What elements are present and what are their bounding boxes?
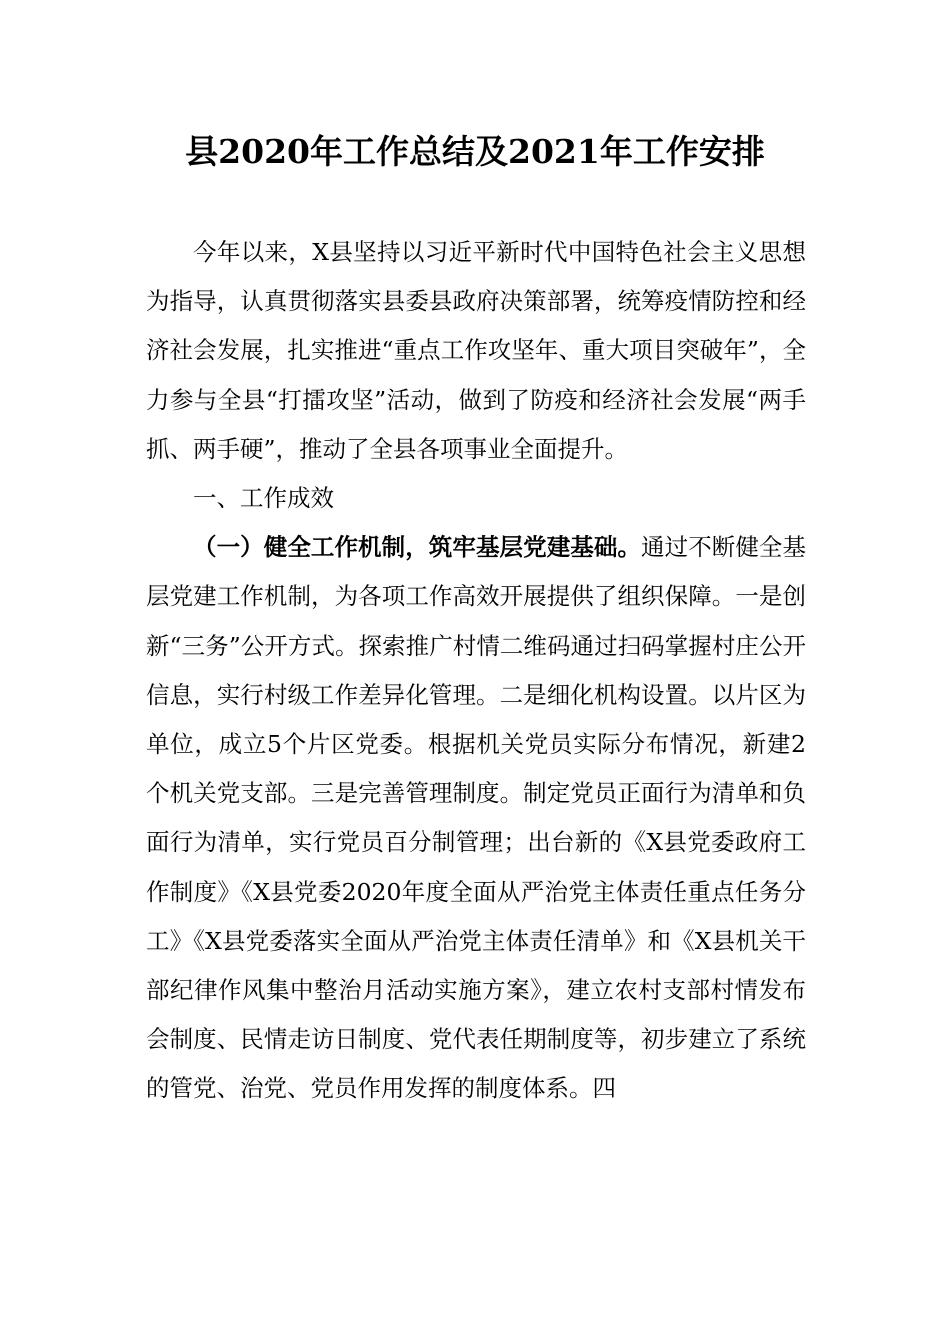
intro-paragraph: 今年以来，X县坚持以习近平新时代中国特色社会主义思想为指导，认真贯彻落实县委县政府决策部署，统筹疫情防控和经济社会发展，扎实推进“重点工作攻坚年、重大项目突破年”，全力参与全县“打擂攻坚”活动，做到了防疫和经济社会发展“两手抓、两手硬”，推动了全县各项事业全面提升。 <box>146 238 806 463</box>
subsection-body: 通过不断健全基层党建工作机制，为各项工作高效开展提供了组织保障。一是创新“三务”公开方式。探索推广村情二维码通过扫码掌握村庄公开信息，实行村级工作差异化管理。二是细化机构设置。以片区为单位，成立5个片区党委。根据机关党员实际分布情况，新建2个机关党支部。三是完善管理制度。制定党员正面行为清单和负面行为清单，实行党员百分制管理；出台新的《X县党委政府工作制度》《X县党委2020年度全面从严治党主体责任重点任务分工》《X县党委落实全面从严治党主体责任清单》和《X县机关干部纪律作风集中整治月活动实施方案》，建立农村支部村情发布会制度、民情走访日制度、党代表任期制度等，初步建立了系统的管党、治党、党员作用发挥的制度体系。四 <box>146 533 807 1103</box>
subsection-heading: （一）健全工作机制，筑牢基层党建基础。 <box>193 533 642 562</box>
document-title: 县2020年工作总结及2021年工作安排 <box>185 132 765 171</box>
document-body <box>146 228 806 1114</box>
section-heading: 一、工作成效 <box>193 484 334 513</box>
subsection-paragraph <box>146 523 806 1113</box>
